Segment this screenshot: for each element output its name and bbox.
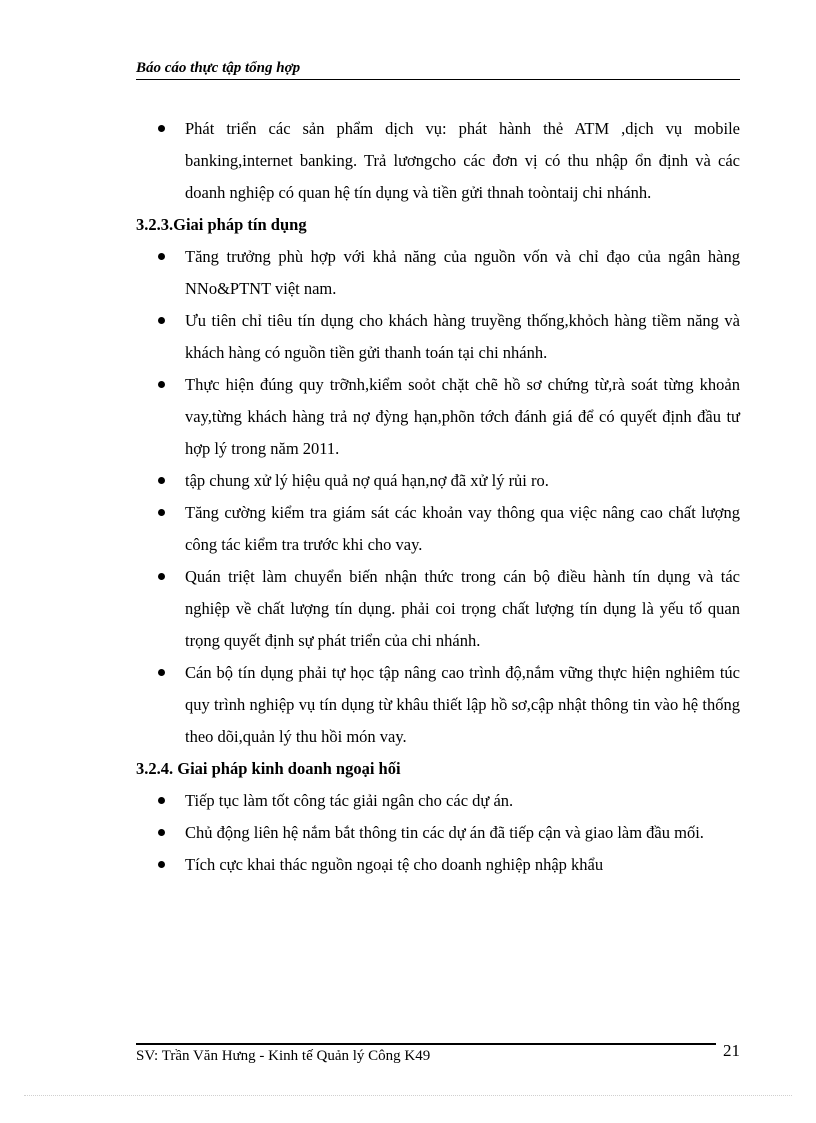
bullet-dot-icon bbox=[158, 861, 165, 868]
bullet-item bbox=[136, 113, 740, 209]
header-title: Báo cáo thực tập tổng hợp bbox=[136, 60, 301, 76]
bullet-dot-icon bbox=[158, 125, 165, 132]
bullet-dot-icon bbox=[158, 797, 165, 804]
section-heading-credit: 3.2.3.Giai pháp tín dụng bbox=[136, 215, 307, 234]
footer-author: SV: Trần Văn Hưng - Kinh tế Quản lý Công K49 bbox=[136, 1048, 431, 1064]
document-body bbox=[136, 113, 740, 881]
bullet-item bbox=[136, 305, 740, 369]
bullet-item bbox=[136, 241, 740, 305]
bullet-dot-icon bbox=[158, 477, 165, 484]
bullet-item bbox=[136, 369, 740, 465]
bullet-text: Thực hiện đúng quy trỡnh,kiểm soỏt chặt chẽ hồ sơ chứng từ,rà soát từng khoản vay,từng khách hàng trả nợ đỳng hạn,phõn tớch đánh giá để có quyết định đầu tư hợp lý trong năm 2011. bbox=[185, 375, 740, 458]
bullet-text: tập chung xử lý hiệu quả nợ quá hạn,nợ đã xử lý rủi ro. bbox=[185, 471, 549, 490]
bullet-item bbox=[136, 465, 740, 497]
bullet-text: Tiếp tục làm tốt công tác giải ngân cho các dự án. bbox=[185, 791, 514, 810]
page-number: 21 bbox=[723, 1041, 740, 1060]
bullet-item bbox=[136, 817, 740, 849]
bullet-text: Phát triển các sản phẩm dịch vụ: phát hành thẻ ATM ,dịch vụ mobile banking,internet banking. Trả lươngcho các đơn vị có thu nhập ổn định và các doanh nghiệp có quan hệ tín dụng và tiền gửi thnah toòntaij chi nhánh. bbox=[185, 119, 740, 202]
bullet-text: Chủ động liên hệ nắm bắt thông tin các dự án đã tiếp cận và giao làm đầu mối. bbox=[185, 823, 704, 842]
bullet-text: Tích cực khai thác nguồn ngoại tệ cho doanh nghiệp nhập khẩu bbox=[185, 855, 604, 874]
bullet-text: Tăng cường kiểm tra giám sát các khoản vay thông qua việc nâng cao chất lượng công tác kiểm tra trước khi cho vay. bbox=[185, 503, 740, 554]
bullet-dot-icon bbox=[158, 253, 165, 260]
bullet-dot-icon bbox=[158, 509, 165, 516]
bullet-item bbox=[136, 657, 740, 753]
bullet-dot-icon bbox=[158, 573, 165, 580]
section-heading-forex: 3.2.4. Giai pháp kinh doanh ngoại hối bbox=[136, 759, 401, 778]
bullet-dot-icon bbox=[158, 669, 165, 676]
bullet-text: Cán bộ tín dụng phải tự học tập nâng cao trình độ,nắm vững thực hiện nghiêm túc quy trình nghiệp vụ tín dụng từ khâu thiết lập hồ sơ,cập nhật thông tin vào hệ thống theo dõi,quản lý thu hồi món vay. bbox=[185, 663, 740, 746]
page-footer bbox=[136, 1041, 740, 1071]
bullet-item bbox=[136, 497, 740, 561]
page-edge-divider bbox=[24, 1095, 792, 1096]
bullet-dot-icon bbox=[158, 381, 165, 388]
bullet-text: Ưu tiên chỉ tiêu tín dụng cho khách hàng truyềng thống,khỏch hàng tiềm năng và khách hàng có nguồn tiền gửi thanh toán tại chi nhánh. bbox=[185, 311, 740, 362]
bullet-dot-icon bbox=[158, 829, 165, 836]
bullet-item bbox=[136, 785, 740, 817]
page-header bbox=[136, 57, 740, 80]
bullet-text: Quán triệt làm chuyển biến nhận thức trong cán bộ điều hành tín dụng và tác nghiệp về chất lượng tín dụng. phải coi trọng chất lượng tín dụng là yếu tố quan trọng quyết định sự phát triển của chi nhánh. bbox=[185, 567, 740, 650]
footer-divider bbox=[136, 1043, 716, 1045]
bullet-text: Tăng trưởng phù hợp với khả năng của nguồn vốn và chỉ đạo của ngân hàng NNo&PTNT việt nam. bbox=[185, 247, 740, 298]
bullet-item bbox=[136, 561, 740, 657]
bullet-dot-icon bbox=[158, 317, 165, 324]
bullet-item bbox=[136, 849, 740, 881]
